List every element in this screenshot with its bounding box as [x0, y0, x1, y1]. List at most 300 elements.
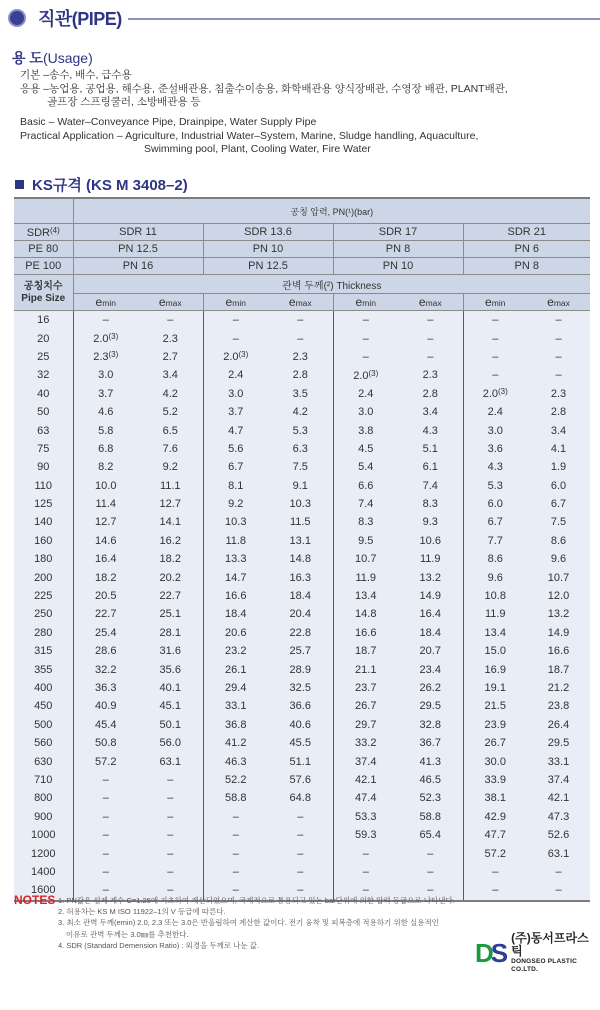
emax-cell: 32.8	[398, 716, 463, 734]
usage-en-line	[20, 116, 478, 130]
emax-cell: 16.6	[527, 642, 590, 660]
pipe-size-cell: 40	[14, 385, 73, 403]
emax-label: emax	[268, 294, 333, 311]
emin-cell: 26.1	[203, 660, 268, 678]
emin-cell: 58.8	[203, 789, 268, 807]
pe100-value: PN 8	[463, 258, 590, 275]
pipe-size-cell: 75	[14, 440, 73, 458]
pipe-size-cell: 560	[14, 734, 73, 752]
emax-cell: –	[138, 844, 203, 862]
emin-cell: 45.4	[73, 716, 138, 734]
emax-cell: 63.1	[527, 844, 590, 862]
emax-cell: –	[398, 881, 463, 900]
emax-cell: 52.6	[527, 826, 590, 844]
emin-cell: 26.7	[333, 697, 398, 715]
emin-cell: 13.4	[463, 624, 527, 642]
emax-cell: 22.7	[138, 587, 203, 605]
emin-cell: 33.2	[333, 734, 398, 752]
emax-cell: 36.6	[268, 697, 333, 715]
emax-cell: –	[138, 789, 203, 807]
emin-cell: 2.4	[463, 403, 527, 421]
pipe-size-cell: 315	[14, 642, 73, 660]
emin-cell: 21.1	[333, 660, 398, 678]
emax-cell: 29.5	[398, 697, 463, 715]
emax-cell: 2.8	[398, 385, 463, 403]
emax-cell: 5.1	[398, 440, 463, 458]
emax-cell: 7.6	[138, 440, 203, 458]
emax-cell: 20.2	[138, 568, 203, 586]
emax-cell: 3.5	[268, 385, 333, 403]
emax-cell: 18.4	[398, 624, 463, 642]
pipe-size-cell: 1000	[14, 826, 73, 844]
emax-cell: 28.9	[268, 660, 333, 678]
emax-cell: 65.4	[398, 826, 463, 844]
emin-cell: 3.0	[333, 403, 398, 421]
table-row	[14, 550, 590, 568]
title-divider	[128, 18, 600, 20]
emax-cell: 16.2	[138, 532, 203, 550]
emax-cell: –	[268, 329, 333, 347]
emax-cell: 9.3	[398, 513, 463, 531]
emin-cell: 23.9	[463, 716, 527, 734]
emax-cell: –	[527, 863, 590, 881]
emin-cell: –	[463, 348, 527, 366]
emin-cell: 57.2	[73, 752, 138, 770]
pipe-size-cell: 355	[14, 660, 73, 678]
table-row	[14, 458, 590, 476]
table-row	[14, 311, 590, 330]
emin-cell: 18.4	[203, 605, 268, 623]
pipe-size-cell: 110	[14, 477, 73, 495]
emax-cell: 6.5	[138, 421, 203, 439]
emax-cell: –	[268, 311, 333, 330]
emax-cell: –	[398, 844, 463, 862]
pipe-size-cell: 125	[14, 495, 73, 513]
emax-cell: 7.5	[527, 513, 590, 531]
pipe-size-cell: 1400	[14, 863, 73, 881]
pipe-size-header	[14, 275, 73, 311]
table-row	[14, 605, 590, 623]
emin-cell: –	[73, 789, 138, 807]
emax-label: emax	[138, 294, 203, 311]
spec-table	[14, 197, 590, 902]
usage-ko-list	[20, 69, 508, 110]
emax-cell: 37.4	[527, 771, 590, 789]
pe80-value: PN 8	[333, 241, 463, 258]
emin-label: emin	[203, 294, 268, 311]
sdr-label: SDR$^{(4)}$	[14, 224, 73, 241]
emin-cell: –	[333, 844, 398, 862]
emax-cell: 35.6	[138, 660, 203, 678]
emin-cell: 10.7	[333, 550, 398, 568]
emax-cell: –	[138, 863, 203, 881]
emin-cell: 2.0$^{(3)}$	[73, 329, 138, 347]
emin-cell: 16.6	[203, 587, 268, 605]
logo-text	[511, 932, 600, 974]
emax-cell: 2.3	[268, 348, 333, 366]
sdr-value: SDR 13.6	[203, 224, 333, 241]
pe100-value: PN 10	[333, 258, 463, 275]
emax-cell: 22.8	[268, 624, 333, 642]
emin-cell: 14.7	[203, 568, 268, 586]
emin-cell: 3.0	[463, 421, 527, 439]
table-row	[14, 844, 590, 862]
usage-text: Agriculture, Industrial Water–System, Marine, Sludge handling, Aquaculture,	[125, 129, 479, 142]
note-item: 이유로 관벽 두께는 3.0㎜를 추천한다.	[66, 929, 189, 939]
thickness-header-row	[14, 275, 590, 294]
emin-cell: 11.9	[463, 605, 527, 623]
emax-cell: –	[268, 863, 333, 881]
emax-cell: 11.9	[398, 550, 463, 568]
emin-cell: –	[333, 311, 398, 330]
pipe-size-cell: 225	[14, 587, 73, 605]
emax-cell: 16.3	[268, 568, 333, 586]
emax-cell: 8.3	[398, 495, 463, 513]
emin-cell: –	[203, 808, 268, 826]
emin-cell: 20.5	[73, 587, 138, 605]
usage-text: Swimming pool, Plant, Cooling Water, Fire Water	[144, 143, 371, 155]
emax-cell: 12.7	[138, 495, 203, 513]
table-row	[14, 808, 590, 826]
emax-cell: 45.1	[138, 697, 203, 715]
table-row	[14, 348, 590, 366]
emin-cell: 7.4	[333, 495, 398, 513]
emin-label: emin	[333, 294, 398, 311]
emin-cell: 6.6	[333, 477, 398, 495]
emax-cell: 41.3	[398, 752, 463, 770]
pe80-value: PN 6	[463, 241, 590, 258]
company-logo	[475, 932, 600, 974]
emin-cell: –	[203, 329, 268, 347]
emin-cell: 37.4	[333, 752, 398, 770]
emin-cell: 41.2	[203, 734, 268, 752]
emax-cell: 21.2	[527, 679, 590, 697]
emax-label: emax	[527, 294, 590, 311]
emax-cell: –	[527, 366, 590, 384]
usage-heading	[12, 48, 93, 68]
pipe-size-cell: 32	[14, 366, 73, 384]
sdr-value: SDR 21	[463, 224, 590, 241]
usage-label: Practical Application –	[20, 129, 126, 142]
emin-cell: 47.7	[463, 826, 527, 844]
emin-cell: 3.7	[203, 403, 268, 421]
emax-cell: 14.1	[138, 513, 203, 531]
table-row	[14, 440, 590, 458]
emax-cell: 50.1	[138, 716, 203, 734]
emin-emax-row	[14, 294, 590, 311]
emin-cell: 23.7	[333, 679, 398, 697]
emax-cell: 25.1	[138, 605, 203, 623]
emin-cell: 19.1	[463, 679, 527, 697]
emax-cell: 13.1	[268, 532, 333, 550]
table-row	[14, 826, 590, 844]
emin-cell: 28.6	[73, 642, 138, 660]
emin-cell: 36.8	[203, 716, 268, 734]
table-row	[14, 697, 590, 715]
table-row	[14, 679, 590, 697]
usage-heading-ko: 용 도	[12, 50, 43, 66]
emin-cell: 4.6	[73, 403, 138, 421]
emax-cell: 10.3	[268, 495, 333, 513]
emin-cell: 9.5	[333, 532, 398, 550]
emin-cell: –	[463, 311, 527, 330]
emax-cell: 12.0	[527, 587, 590, 605]
emin-cell: 11.9	[333, 568, 398, 586]
emin-cell: 40.9	[73, 697, 138, 715]
emin-cell: 9.6	[463, 568, 527, 586]
emax-cell: 26.4	[527, 716, 590, 734]
emin-cell: 10.0	[73, 477, 138, 495]
pe100-row	[14, 258, 590, 275]
usage-text: 농업용, 공업용, 해수용, 준설배관용, 침출수이송용, 화학배관용 양식장배관, 수영장 배관, PLANT배관,	[49, 82, 508, 95]
emax-cell: 45.5	[268, 734, 333, 752]
emax-cell: –	[138, 826, 203, 844]
emax-cell: 13.2	[527, 605, 590, 623]
emax-cell: 6.7	[527, 495, 590, 513]
emin-cell: 16.9	[463, 660, 527, 678]
table-row	[14, 385, 590, 403]
emax-cell: 3.4	[398, 403, 463, 421]
emin-cell: 2.4	[333, 385, 398, 403]
company-name-ko: (주)동서프라스틱	[511, 931, 589, 958]
emin-cell: –	[73, 826, 138, 844]
table-row	[14, 513, 590, 531]
emin-cell: 13.4	[333, 587, 398, 605]
emin-cell: 14.6	[73, 532, 138, 550]
notes-label: NOTES	[14, 893, 56, 907]
emin-cell: 26.7	[463, 734, 527, 752]
emax-cell: –	[138, 881, 203, 900]
emax-cell: 10.6	[398, 532, 463, 550]
emin-cell: 8.6	[463, 550, 527, 568]
table-row	[14, 329, 590, 347]
emin-cell: –	[203, 826, 268, 844]
emin-cell: 16.4	[73, 550, 138, 568]
emax-cell: 46.5	[398, 771, 463, 789]
emax-cell: 2.3	[398, 366, 463, 384]
pe100-value: PN 12.5	[203, 258, 333, 275]
emin-cell: 6.0	[463, 495, 527, 513]
emax-cell: 63.1	[138, 752, 203, 770]
emax-cell: 6.1	[398, 458, 463, 476]
emin-cell: 23.2	[203, 642, 268, 660]
usage-ko-line	[20, 83, 508, 97]
square-bullet-icon	[15, 180, 24, 189]
page-title-bar	[8, 6, 600, 30]
usage-label: 응용 –	[20, 82, 50, 95]
emax-cell: 5.2	[138, 403, 203, 421]
emin-cell: 11.4	[73, 495, 138, 513]
emax-cell: 2.8	[527, 403, 590, 421]
emax-cell: 40.1	[138, 679, 203, 697]
emax-cell: –	[138, 808, 203, 826]
emax-cell: –	[527, 329, 590, 347]
emin-cell: 18.7	[333, 642, 398, 660]
emax-cell: 58.8	[398, 808, 463, 826]
emin-cell: 20.6	[203, 624, 268, 642]
pipe-size-cell: 20	[14, 329, 73, 347]
emin-cell: 8.2	[73, 458, 138, 476]
emax-cell: –	[268, 844, 333, 862]
emax-cell: –	[398, 348, 463, 366]
emax-cell: 47.3	[527, 808, 590, 826]
emax-cell: 51.1	[268, 752, 333, 770]
emin-cell: 25.4	[73, 624, 138, 642]
note-item: 1. PN값은 설계 계수 C=1.25에 기초하여 계산되었으며, 국제적으로 통용되고 있는 bar단위에 의한 압력 등급으로 나타낸다.	[58, 896, 455, 905]
ks-heading	[15, 174, 188, 195]
emax-cell: 23.8	[527, 697, 590, 715]
ks-heading-text: KS규격 (KS M 3408–2)	[32, 177, 188, 194]
emin-cell: 16.6	[333, 624, 398, 642]
pipe-size-cell: 1200	[14, 844, 73, 862]
emin-cell: 3.8	[333, 421, 398, 439]
emax-cell: 20.7	[398, 642, 463, 660]
emax-cell: 16.4	[398, 605, 463, 623]
emax-cell: 23.4	[398, 660, 463, 678]
pe100-label: PE 100	[14, 258, 73, 275]
table-row	[14, 771, 590, 789]
emax-cell: –	[268, 881, 333, 900]
emin-cell: 2.3$^{(3)}$	[73, 348, 138, 366]
note-item: 3. 최소 관벽 두께(emin) 2.0, 2.3 또는 3.0은 반올림하여 계산한 값이다. 전기 융착 및 피복층에 적용하기 위한 실용적인	[58, 918, 439, 928]
emin-cell: –	[203, 881, 268, 900]
emin-cell: 29.4	[203, 679, 268, 697]
emin-cell: 4.3	[463, 458, 527, 476]
pipe-size-cell: 140	[14, 513, 73, 531]
pipe-size-cell: 710	[14, 771, 73, 789]
note-item: 2. 허용차는 KS M ISO 11922–1의 V 등급에 따른다.	[58, 907, 226, 917]
usage-text: 골프장 스프링쿨러, 소방배관용 등	[47, 96, 201, 108]
emin-cell: 6.7	[463, 513, 527, 531]
emin-cell: –	[333, 329, 398, 347]
table-row	[14, 734, 590, 752]
emin-cell: 5.4	[333, 458, 398, 476]
emin-cell: 30.0	[463, 752, 527, 770]
emin-cell: 12.7	[73, 513, 138, 531]
emin-cell: 18.2	[73, 568, 138, 586]
pe100-value: PN 16	[73, 258, 203, 275]
emin-cell: 59.3	[333, 826, 398, 844]
emin-cell: 36.3	[73, 679, 138, 697]
emax-cell: 6.3	[268, 440, 333, 458]
table-row	[14, 495, 590, 513]
pe80-row	[14, 241, 590, 258]
emax-cell: 1.9	[527, 458, 590, 476]
emin-cell: –	[73, 771, 138, 789]
pressure-header: 공칭 압력, PN(¹)(bar)	[73, 198, 590, 224]
emin-cell: 8.3	[333, 513, 398, 531]
emin-cell: 42.1	[333, 771, 398, 789]
emax-cell: 7.4	[398, 477, 463, 495]
table-row	[14, 716, 590, 734]
emin-cell: 22.7	[73, 605, 138, 623]
emin-cell: 4.5	[333, 440, 398, 458]
note-item: 4. SDR (Standard Demension Ratio) : 외경을 두께로 나눈 값.	[58, 940, 260, 950]
emax-cell: 9.1	[268, 477, 333, 495]
emax-cell: 7.5	[268, 458, 333, 476]
emax-cell: 4.3	[398, 421, 463, 439]
emin-cell: 6.8	[73, 440, 138, 458]
pipe-size-cell: 160	[14, 532, 73, 550]
emin-cell: 5.8	[73, 421, 138, 439]
emax-cell: 2.3	[138, 329, 203, 347]
emin-cell: 2.0$^{(3)}$	[463, 385, 527, 403]
table-row	[14, 421, 590, 439]
emin-cell: –	[463, 366, 527, 384]
emax-cell: 28.1	[138, 624, 203, 642]
emin-label: emin	[73, 294, 138, 311]
emin-cell: 3.0	[73, 366, 138, 384]
emin-cell: –	[73, 311, 138, 330]
emax-cell: 3.4	[138, 366, 203, 384]
emin-cell: –	[73, 863, 138, 881]
emin-cell: 33.1	[203, 697, 268, 715]
emin-cell: 3.7	[73, 385, 138, 403]
pipe-size-cell: 90	[14, 458, 73, 476]
pipe-size-cell: 400	[14, 679, 73, 697]
emin-cell: 3.6	[463, 440, 527, 458]
emin-cell: 9.2	[203, 495, 268, 513]
usage-ko-line	[20, 69, 508, 83]
emax-cell: –	[268, 826, 333, 844]
pipe-size-cell: 180	[14, 550, 73, 568]
emax-cell: 2.3	[527, 385, 590, 403]
pipe-size-cell: 200	[14, 568, 73, 586]
emin-cell: 5.6	[203, 440, 268, 458]
emax-cell: –	[268, 808, 333, 826]
pipe-size-cell: 450	[14, 697, 73, 715]
emax-cell: 25.7	[268, 642, 333, 660]
emin-cell: 10.8	[463, 587, 527, 605]
emin-cell: 50.8	[73, 734, 138, 752]
emin-cell: 14.8	[333, 605, 398, 623]
pipe-size-cell: 500	[14, 716, 73, 734]
pipe-size-cell: 800	[14, 789, 73, 807]
emin-cell: 4.7	[203, 421, 268, 439]
emin-cell: 32.2	[73, 660, 138, 678]
emax-cell: 40.6	[268, 716, 333, 734]
emax-cell: 56.0	[138, 734, 203, 752]
table-row	[14, 403, 590, 421]
table-row	[14, 752, 590, 770]
emax-cell: 8.6	[527, 532, 590, 550]
pipe-size-cell: 630	[14, 752, 73, 770]
emax-cell: 13.2	[398, 568, 463, 586]
emax-cell: 57.6	[268, 771, 333, 789]
emin-cell: 10.3	[203, 513, 268, 531]
table-row	[14, 477, 590, 495]
bullet-circle-icon	[10, 11, 24, 25]
emax-cell: 11.5	[268, 513, 333, 531]
emin-cell: –	[333, 348, 398, 366]
emax-cell: 5.3	[268, 421, 333, 439]
emax-cell: –	[398, 311, 463, 330]
table-row	[14, 568, 590, 586]
emax-cell: 64.8	[268, 789, 333, 807]
usage-en-line	[20, 143, 478, 157]
emin-cell: –	[73, 844, 138, 862]
pe80-value: PN 10	[203, 241, 333, 258]
emin-cell: –	[333, 863, 398, 881]
emax-cell: 6.0	[527, 477, 590, 495]
usage-text: Water–Conveyance Pipe, Drainpipe, Water Supply Pipe	[57, 116, 317, 128]
sdr-value: SDR 17	[333, 224, 463, 241]
emax-cell: 2.8	[268, 366, 333, 384]
emin-cell: 8.1	[203, 477, 268, 495]
table-row	[14, 624, 590, 642]
emax-cell: –	[398, 329, 463, 347]
emin-cell: 57.2	[463, 844, 527, 862]
